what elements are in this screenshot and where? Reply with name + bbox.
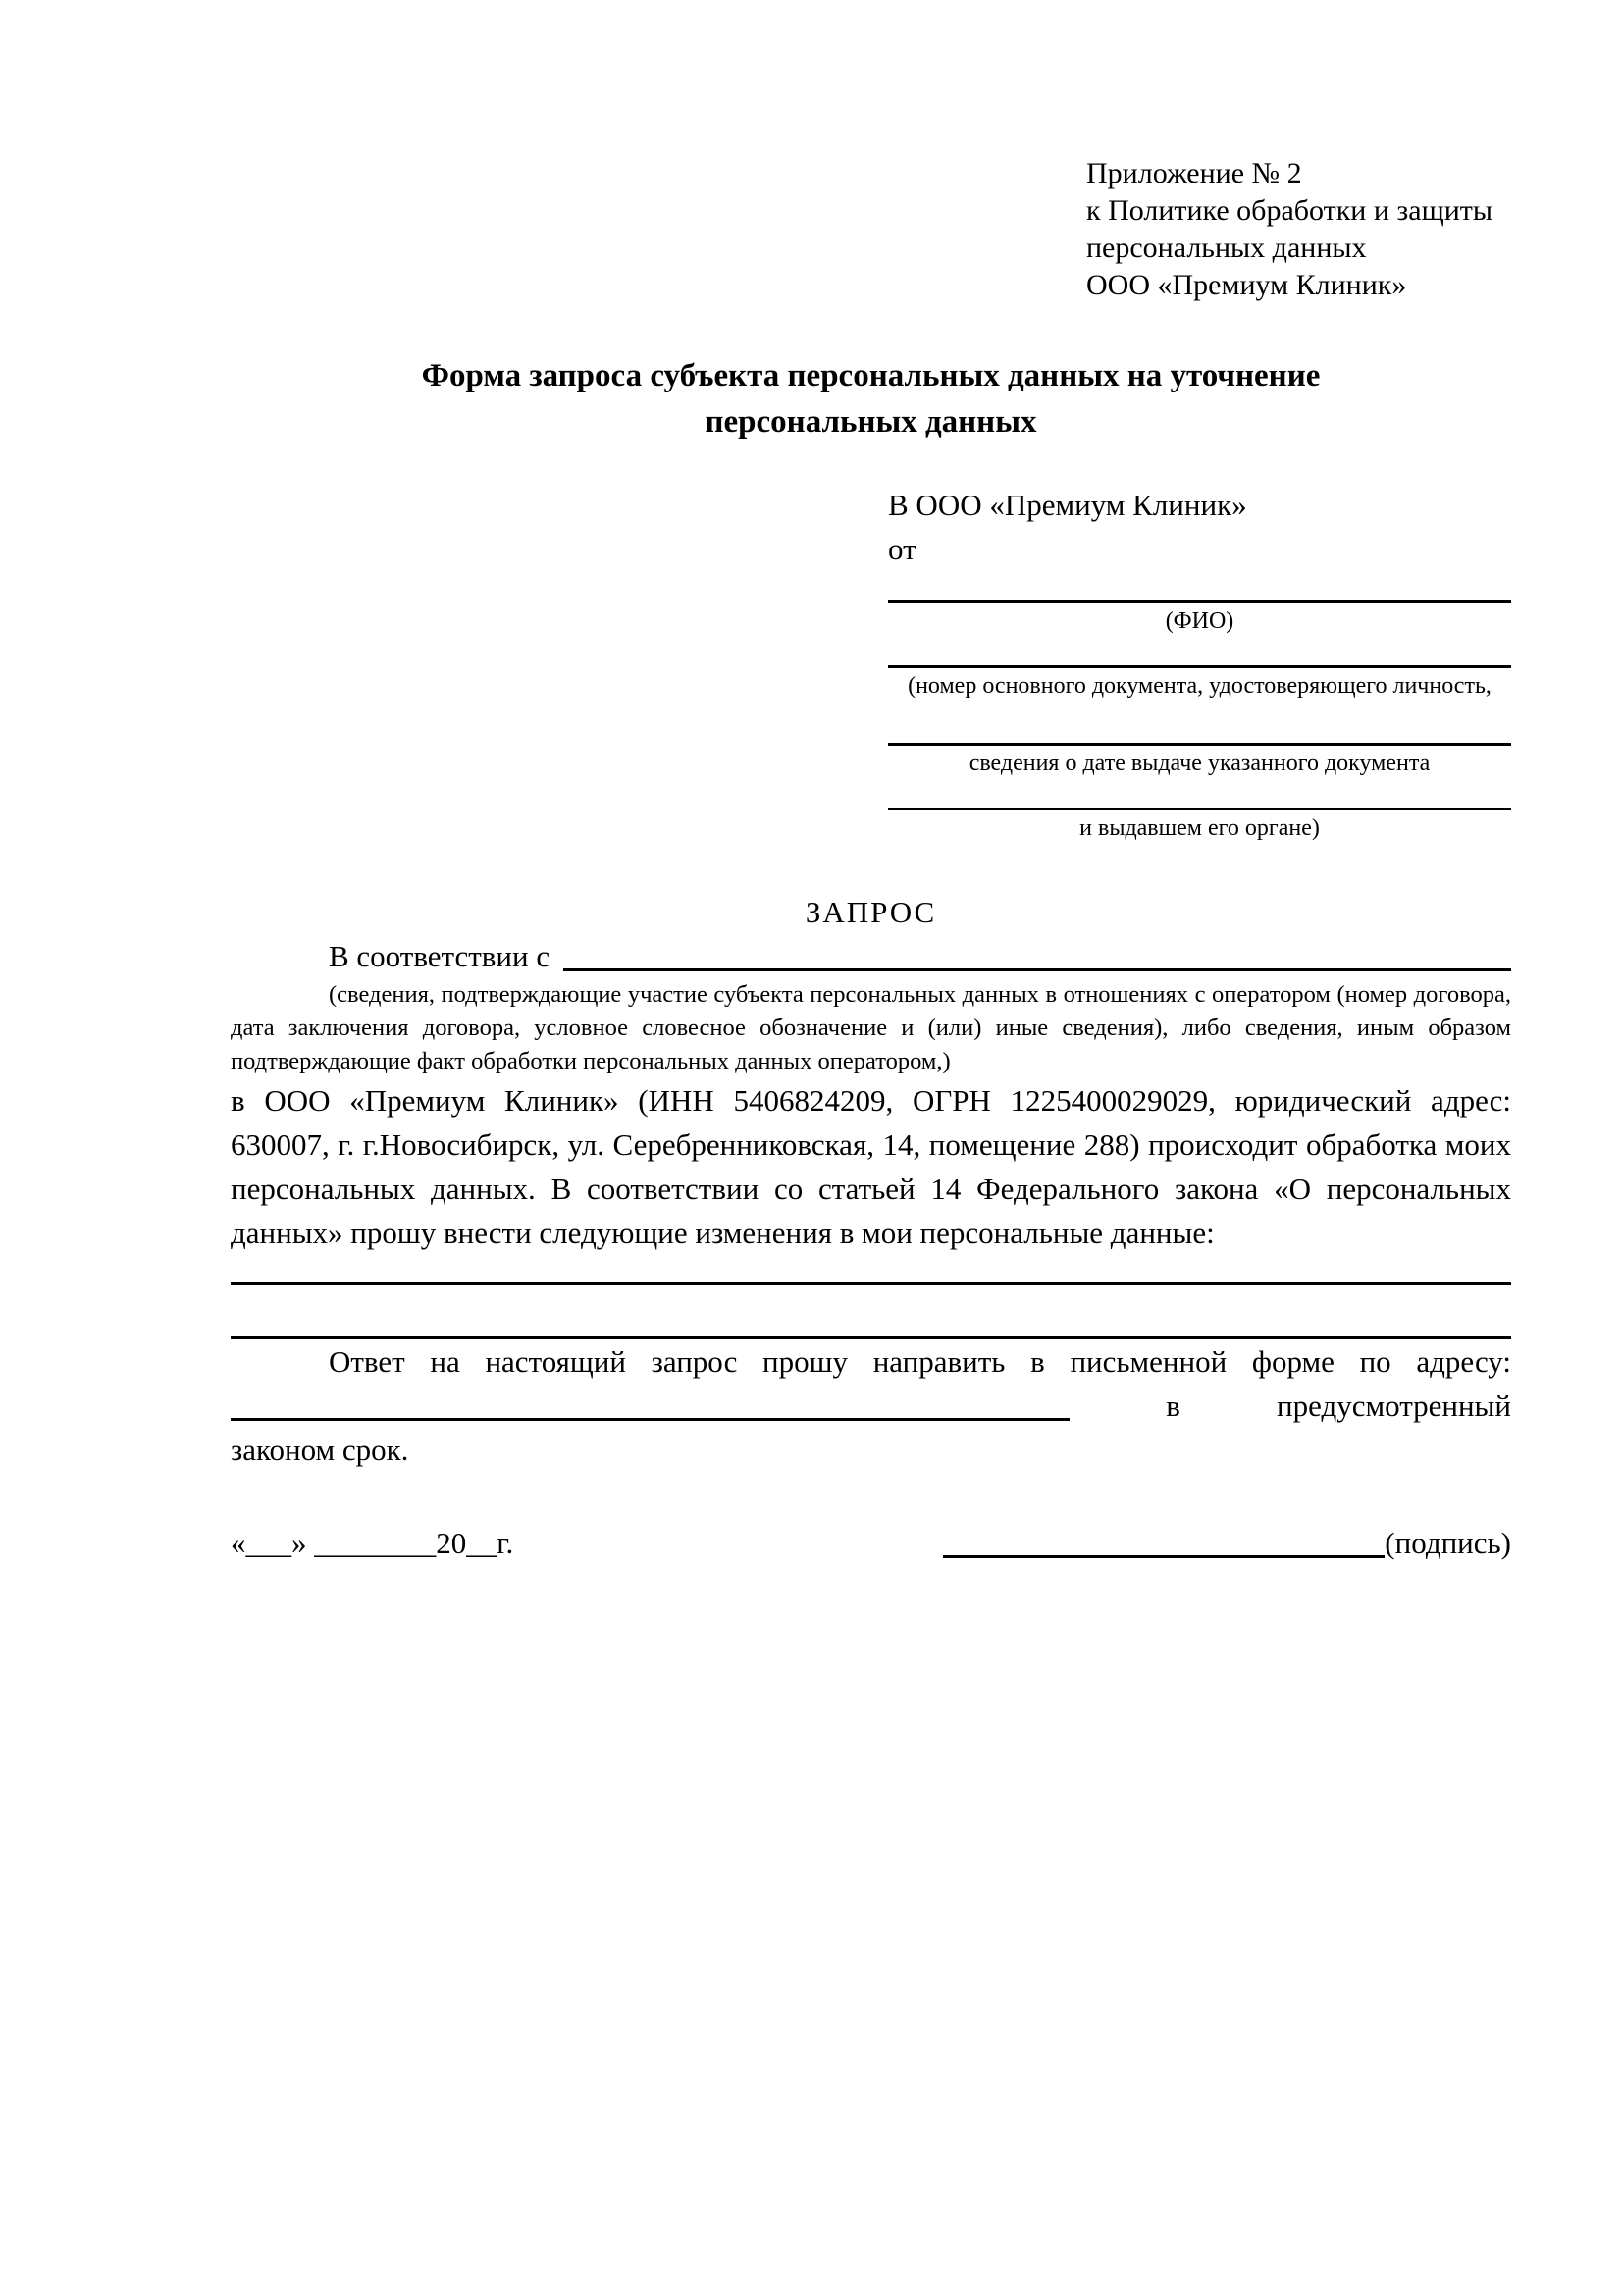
address-blank-line[interactable]	[231, 1383, 1070, 1421]
issue-date-caption: сведения о дате выдаче указанного документа	[969, 751, 1431, 776]
date-blank-line[interactable]: «___» ________20__г.	[231, 1526, 514, 1560]
reply-word-v: в	[1166, 1388, 1180, 1423]
issuing-authority-blank-line[interactable]	[888, 778, 1511, 810]
fio-caption: (ФИО)	[1165, 608, 1234, 634]
issuing-authority-caption: и выдавшем его органе)	[1079, 815, 1320, 841]
document-number-blank-line[interactable]	[888, 636, 1511, 668]
signature-caption: (подпись)	[1385, 1526, 1511, 1560]
reply-address-row	[231, 1383, 1511, 1428]
explanatory-note: (сведения, подтверждающие участие субъекта персональных данных в отношениях с оператором (номер договора, дата заключения договора, условное словесное обозначение и (или) иные сведения), либо сведения, иным образом подтверждающие факт обработки персональных данных оператором,)	[231, 981, 1511, 1074]
annex-block	[1086, 155, 1511, 304]
changes-blank-line-1[interactable]	[231, 1255, 1511, 1285]
accordance-blank-line[interactable]	[563, 934, 1511, 971]
reply-word-term: предусмотренный	[1277, 1388, 1511, 1423]
accordance-line	[329, 934, 1511, 978]
request-heading: ЗАПРОС	[805, 895, 937, 929]
accordance-prefix: В соответствии с	[329, 939, 550, 973]
annex-line-1: Приложение № 2	[1086, 157, 1302, 189]
fio-blank-line[interactable]	[888, 571, 1511, 603]
annex-line-3: персональных данных	[1086, 232, 1367, 264]
signature-group	[943, 1521, 1511, 1565]
reply-closing: законом срок.	[231, 1433, 409, 1467]
document-number-caption: (номер основного документа, удостоверяющего личность,	[908, 673, 1492, 699]
issue-date-blank-line[interactable]	[888, 701, 1511, 746]
addressee-from-label: от	[888, 532, 916, 566]
annex-line-4: ООО «Премиум Клиник»	[1086, 269, 1407, 301]
changes-blank-line-2[interactable]	[231, 1285, 1511, 1339]
annex-line-2: к Политике обработки и защиты	[1086, 194, 1493, 227]
addressee-organization: В ООО «Премиум Клиник»	[888, 488, 1247, 522]
date-signature-row	[231, 1521, 1511, 1565]
signature-blank-line[interactable]	[943, 1521, 1385, 1558]
addressee-block	[888, 483, 1511, 843]
request-body-paragraph: в ООО «Премиум Клиник» (ИНН 5406824209, ОГРН 1225400029029, юридический адрес: 630007, г. г.Новосибирск, ул. Серебренниковская, 14, помещение 288) происходит обработка моих персональных данных. В соответствии со статьей 14 Федерального закона «О персональных данных» прошу внести следующие изменения в мои персональные данные:	[231, 1083, 1511, 1250]
document-title: Форма запроса субъекта персональных данных на уточнение персональных данных	[421, 358, 1321, 440]
reply-paragraph-line: Ответ на настоящий запрос прошу направить в письменной форме по адресу:	[329, 1344, 1511, 1379]
